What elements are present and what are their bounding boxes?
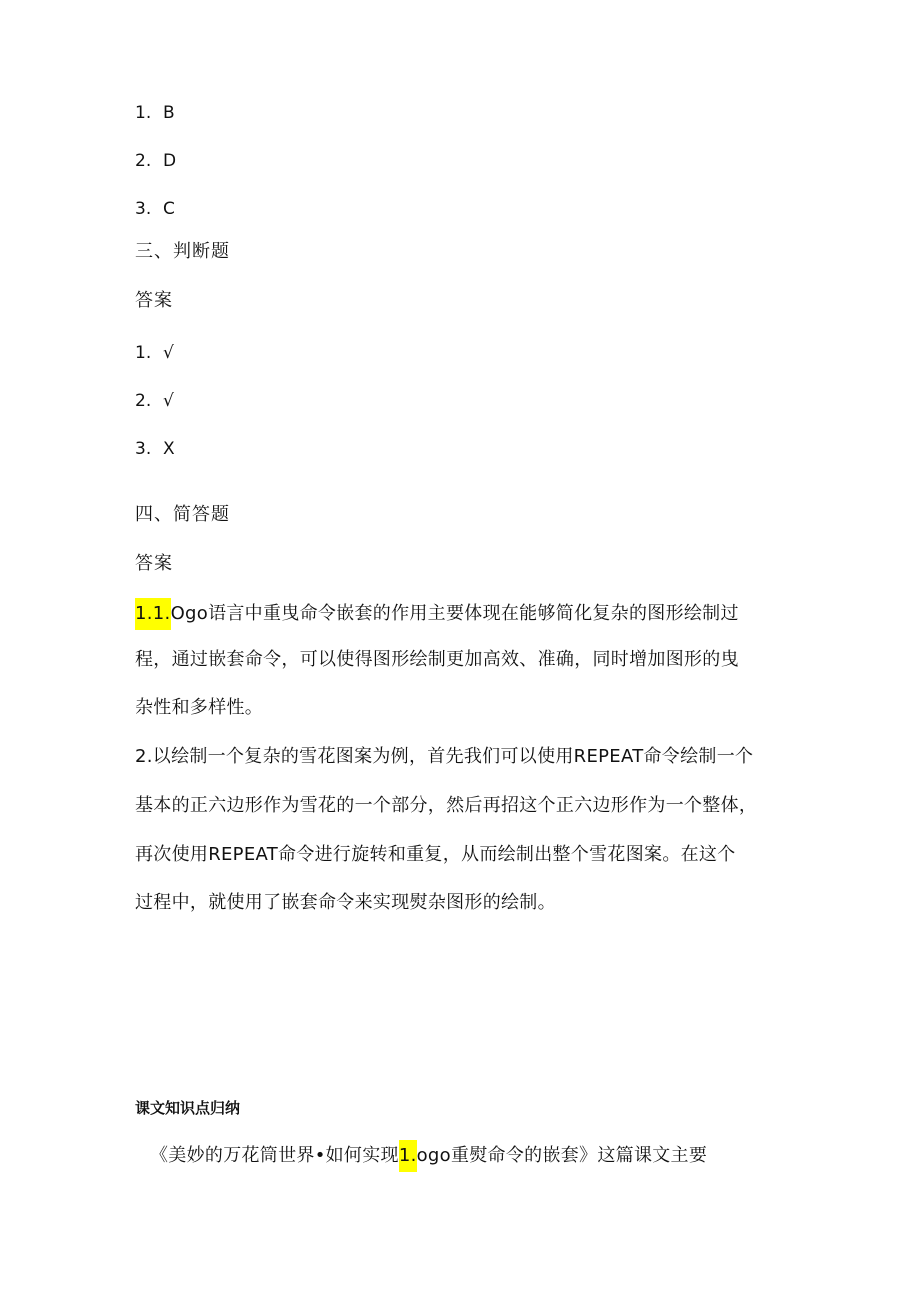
- item-answer: D: [163, 151, 177, 171]
- item-answer: √: [163, 343, 174, 363]
- highlighted-text: 1.1.: [135, 598, 171, 630]
- list-item: [135, 197, 175, 221]
- section-title: 三、判断题: [135, 241, 230, 262]
- item-number: 3.: [135, 199, 152, 219]
- answer-text: Ogo语言中重曳命令嵌套的作用主要体现在能够简化复杂的图形绘制过: [170, 603, 739, 624]
- item-number: 2.: [135, 391, 152, 411]
- highlighted-text: 1.: [399, 1140, 417, 1172]
- item-answer: C: [163, 199, 175, 219]
- answer-paragraph-line: 再次使用REPEAT命令进行旋转和重复，从而绘制出整个雪花图案。在这个: [135, 844, 736, 865]
- answer-paragraph-line: [135, 602, 739, 630]
- item-number: 3.: [135, 439, 152, 459]
- summary-text: ogo重熨命令的嵌套》这篇课文主要: [416, 1145, 708, 1166]
- summary-text: 《美妙的万花筒世界•如何实现: [150, 1145, 399, 1166]
- list-item: [135, 341, 174, 365]
- item-answer: B: [163, 103, 175, 123]
- answer-label: 答案: [135, 553, 173, 574]
- list-item: [135, 101, 175, 125]
- answer-label: 答案: [135, 290, 173, 311]
- answer-paragraph-line: 杂性和多样性。: [135, 697, 264, 718]
- item-number: 2.: [135, 151, 152, 171]
- answer-paragraph-line: 基本的正六边形作为雪花的一个部分，然后再招这个正六边形作为一个整体，: [135, 795, 758, 816]
- answer-paragraph-line: 过程中，就使用了嵌套命令来实现熨杂图形的绘制。: [135, 892, 556, 913]
- list-item: [135, 149, 176, 173]
- answer-paragraph-line: 2.以绘制一个复杂的雪花图案为例，首先我们可以使用REPEAT命令绘制一个: [135, 746, 754, 767]
- item-number: 1.: [135, 103, 152, 123]
- section-title: 四、简答题: [135, 504, 230, 525]
- item-number: 1.: [135, 343, 152, 363]
- list-item: [135, 389, 174, 413]
- item-answer: X: [163, 439, 175, 459]
- list-item: [135, 437, 175, 461]
- item-answer: √: [163, 391, 174, 411]
- summary-title: 课文知识点归纳: [135, 1099, 241, 1117]
- answer-paragraph-line: 程，通过嵌套命令，可以使得图形绘制更加高效、准确，同时增加图形的曳: [135, 649, 739, 670]
- summary-paragraph-line: [150, 1144, 707, 1172]
